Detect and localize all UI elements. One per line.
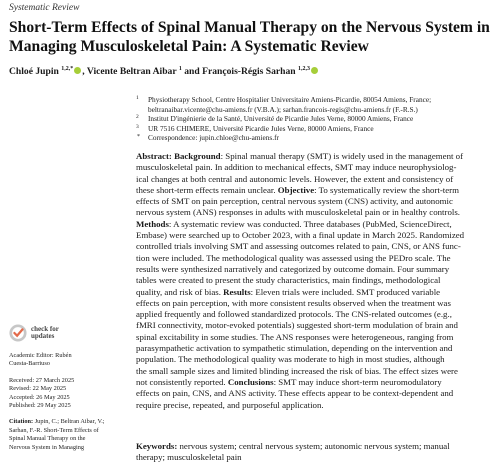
abstract-line: effects on pain, CNS, and ANS activity. These effects appear to be context-dependent and bbox=[136, 388, 454, 399]
citation: Citation: Jupin, C.; Beltran Aibar, V.; Sarhan, F.-R. Short-Term Effects of Spinal Manual Therapy on the Nervous System in Managing bbox=[9, 418, 105, 451]
abstract-line: nervous system (ANS) responses in adults with musculoskeletal pain or in healthy controls. bbox=[136, 207, 460, 218]
affiliation-item: 2 Institut D'ingénierie de la Santé, Université de Picardie Jules Verne, 80000 Amiens, France bbox=[136, 114, 414, 124]
date-row: Published: 29 May 2025 bbox=[9, 402, 71, 410]
abstract-line: effects on pain perception, with more consistent results observed when the treatment was bbox=[136, 297, 451, 308]
abstract-line: applied frequently and followed standardized protocols. The CNS-related outcomes (e.g., bbox=[136, 309, 452, 320]
abstract-line: Abstract: Background: Spinal manual therapy (SMT) is widely used in the management of bbox=[136, 151, 464, 161]
date-row: Received: 27 March 2025 bbox=[9, 376, 75, 384]
date-row: Revised: 22 May 2025 bbox=[9, 385, 67, 393]
abstract-line: spinal excitability in some studies. The ANS responses were heterogeneous, ranging from bbox=[136, 331, 454, 342]
abstract-line: Methods: A systematic review was conducted. Three databases (PubMed, ScienceDirect, bbox=[136, 218, 452, 229]
abstract-line: ical changes at both central and autonomic levels. However, the extent and consistency of bbox=[136, 173, 454, 184]
abstract-line: results were synthesized narratively and categorized by outcome domain. Four summary bbox=[136, 263, 450, 274]
author-list: Chloé Jupin $^{1,2,*}$ , Vicente Beltran Aibar $^1$ and François-Régis Sarhan $^{1,2,3}$ bbox=[9, 66, 319, 77]
affiliation-item: 3 UR 7516 CHIMERE, Université Picardie Jules Verne, 80000 Amiens, France bbox=[136, 123, 374, 133]
article-category: Systematic Review bbox=[9, 3, 80, 13]
affiliation-item: 1 Physiotherapy School, Centre Hospitalier Universitaire Amiens-Picardie, 80054 Amiens, France; beltranaibar.vicente@chu-amiens.fr (V.B.A.); sarhan.francois-regis@chu-amiens.fr (F.-R.S.) bbox=[136, 95, 432, 114]
orcid-icon[interactable] bbox=[74, 67, 81, 74]
abstract-line: population. The methodological quality was moderate to high in most studies, although bbox=[136, 354, 445, 365]
academic-editor: Academic Editor: Rubén Cuesta-Barriuso bbox=[9, 352, 72, 368]
badge-line: updates bbox=[31, 332, 55, 340]
article-title: Short-Term Effects of Spinal Manual Therapy on the Nervous System in Managing Musculoskeletal Pain: A Systematic Review bbox=[9, 19, 490, 55]
abstract-line: controlled trials involving SMT and assessing outcomes related to pain, CNS, or ANS func- bbox=[136, 241, 461, 252]
keywords: Keywords: nervous system; central nervous system; autonomic nervous system; manual therapy; musculoskeletal pain bbox=[136, 441, 450, 463]
abstract-line: quality, and risk of bias. Results: Eleven trials were included. SMT produced variable bbox=[136, 286, 441, 297]
abstract-line: parasympathetic activation to sympathetic stimulation, depending on the intervention and bbox=[136, 343, 453, 354]
abstract-line: not consistently reported. Conclusions: SMT may induce short-term neuromodulatory bbox=[136, 376, 442, 387]
abstract-line: Embase) were searched up to October 2023, with a final update in March 2025. Randomized bbox=[136, 230, 465, 241]
abstract-line: musculoskeletal pain. In addition to mechanical effects, SMT may induce neurophysiolog- bbox=[136, 162, 457, 173]
publication-dates bbox=[9, 377, 127, 411]
author[interactable]: Chloé Jupin $^{1,2,*}$ bbox=[9, 66, 74, 78]
abstract-line: these short-term effects remain unclear. Objective: To systematically review the short-term bbox=[136, 184, 459, 195]
correspondence: * Correspondence: jupin.chloe@chu-amiens.fr bbox=[137, 133, 279, 143]
abstract-line: fMRI connectivity, motor-evoked potentials) suggested short-term modulation of brain and bbox=[136, 320, 458, 331]
author[interactable]: François-Régis Sarhan $^{1,2,3}$ bbox=[202, 66, 311, 78]
abstract bbox=[136, 151, 496, 411]
abstract-line: tables were created to present the study characteristics, main findings, methodological bbox=[136, 275, 441, 286]
author[interactable]: Vicente Beltran Aibar $^1$ bbox=[86, 66, 182, 78]
abstract-line: the small sample sizes and limited blinding increased the risk of bias. The effect sizes were bbox=[136, 365, 458, 376]
check-for-updates-icon bbox=[9, 324, 27, 342]
date-row: Accepted: 26 May 2025 bbox=[9, 393, 70, 401]
orcid-icon[interactable] bbox=[311, 67, 318, 74]
badge-line: check for bbox=[31, 324, 59, 333]
check-for-updates-button[interactable] bbox=[9, 322, 127, 344]
affiliations bbox=[136, 95, 496, 143]
abstract-line: tion were included. The methodological quality was assessed using the PEDro scale. The bbox=[136, 252, 451, 263]
abstract-line: effects of SMT on pain perception, central nervous system (CNS) activity, and autonomic bbox=[136, 196, 453, 207]
abstract-line: require precise, repeated, and purposeful application. bbox=[136, 399, 324, 410]
article-sidebar bbox=[9, 322, 127, 452]
